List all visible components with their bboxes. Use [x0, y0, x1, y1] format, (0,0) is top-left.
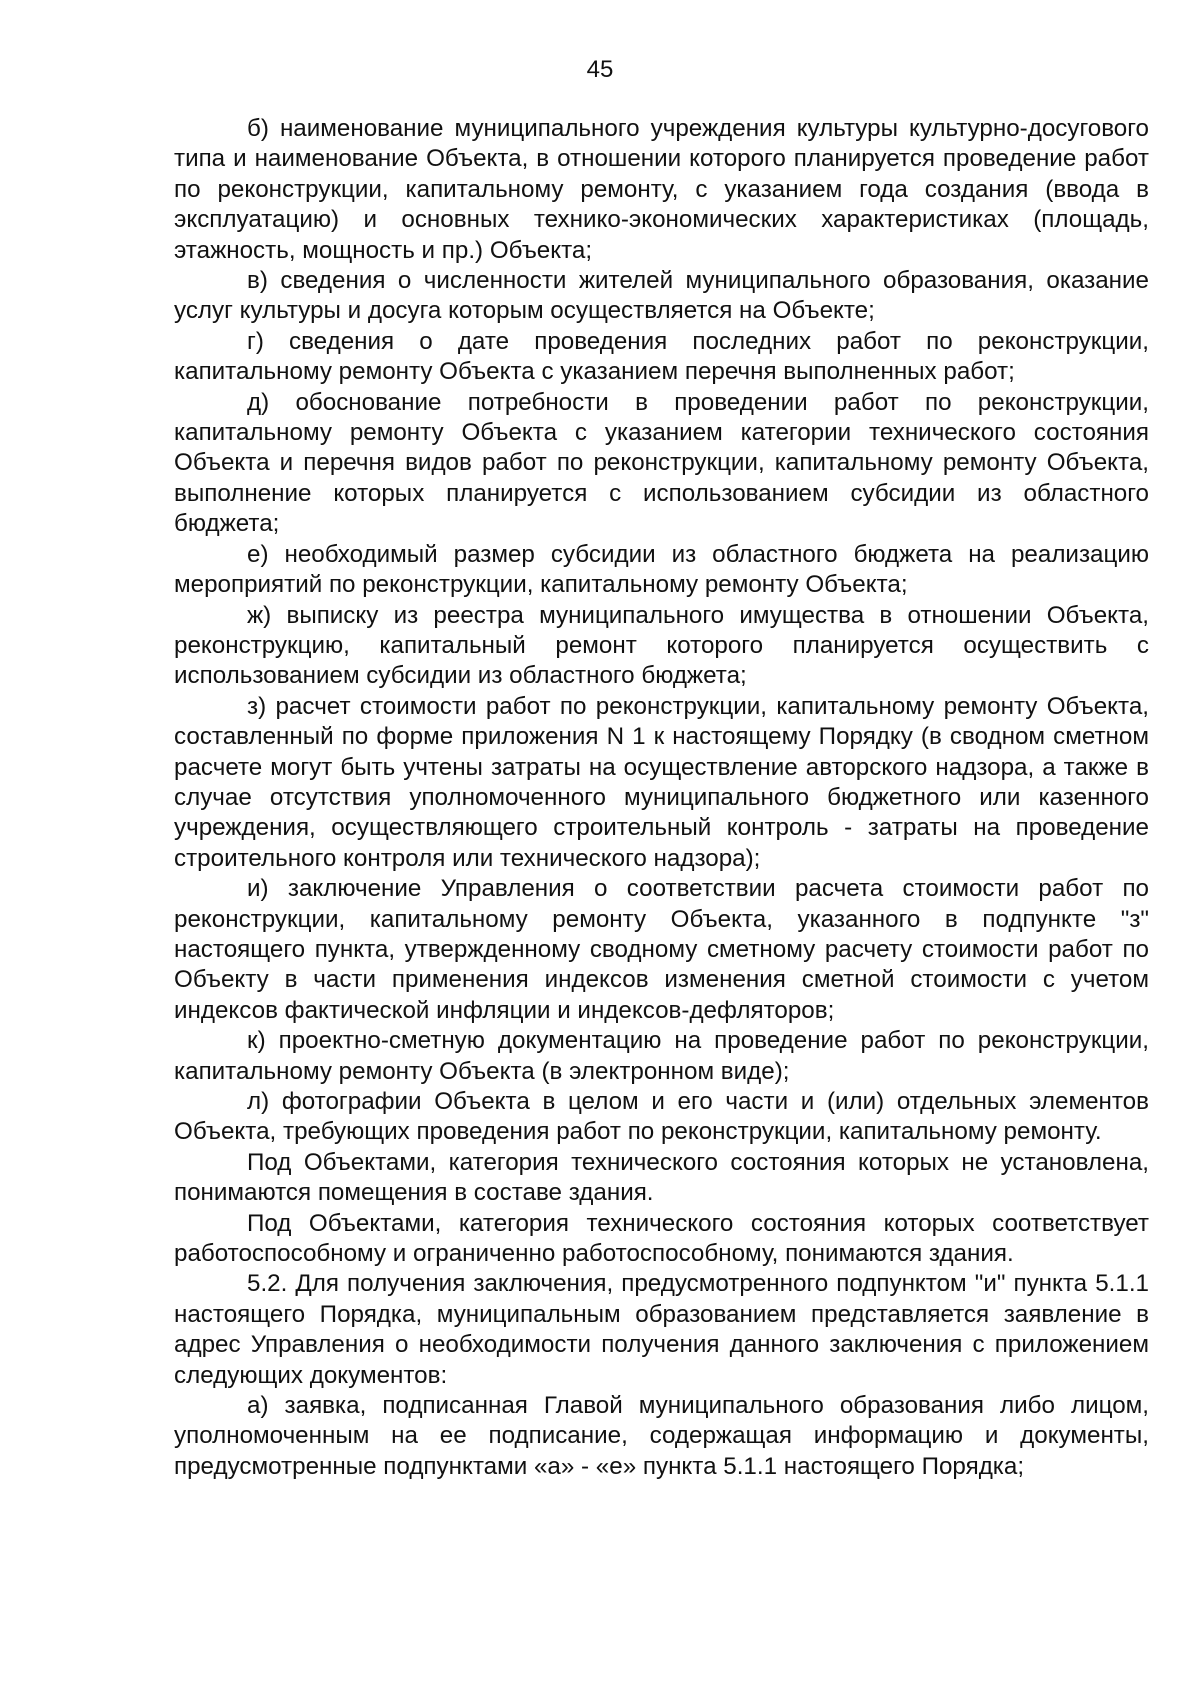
- page-number: 45: [586, 56, 614, 83]
- paragraph-a: а) заявка, подписанная Главой муниципального образования либо лицом, уполномоченным на ее подписание, содержащая информацию и документы, предусмотренные подпунктами «а» - «е» пункта 5.1.1 настоящего Порядка;: [174, 1392, 1149, 1480]
- paragraph-5-2: 5.2. Для получения заключения, предусмотренного подпунктом "и" пункта 5.1.1 настоящего Порядка, муниципальным образованием представляется заявление в адрес Управления о необходимости получения данного заключения с приложением следующих документов:: [174, 1270, 1149, 1389]
- paragraph-b: б) наименование муниципального учреждения культуры культурно-досугового типа и наименование Объекта, в отношении которого планируется проведение работ по реконструкции, капитальному ремонту, с указанием года создания (ввода в эксплуатацию) и основных технико-экономических характеристиках (площадь, этажность, мощность и пр.) Объекта;: [174, 115, 1149, 264]
- paragraph-g: г) сведения о дате проведения последних работ по реконструкции, капитальному ремонту Объекта с указанием перечня выполненных работ;: [174, 327, 1149, 386]
- paragraph-objects-workable-category: Под Объектами, категория технического состояния которых соответствует работоспособному и ограниченно работоспособному, понимаются здания.: [174, 1209, 1149, 1268]
- paragraph-k: к) проектно-сметную документацию на проведение работ по реконструкции, капитальному ремонту Объекта (в электронном виде);: [174, 1027, 1149, 1085]
- document-body: [174, 114, 1149, 1482]
- paragraph-l: л) фотографии Объекта в целом и его части и (или) отдельных элементов Объекта, требующих проведения работ по реконструкции, капитальному ремонту.: [174, 1088, 1149, 1146]
- paragraph-z: з) расчет стоимости работ по реконструкции, капитальному ремонту Объекта, составленный по форме приложения N 1 к настоящему Порядку (в сводном сметном расчете могут быть учтены затраты на осуществление авторского надзора, а также в случае отсутствия уполномоченного муниципального бюджетного или казенного учреждения, осуществляющего строительный контроль - затраты на проведение строительного контроля или технического надзора);: [174, 692, 1149, 872]
- paragraph-objects-unset-category: Под Объектами, категория технического состояния которых не установлена, понимаются помещения в составе здания.: [174, 1148, 1149, 1207]
- paragraph-zh: ж) выписку из реестра муниципального имущества в отношении Объекта, реконструкцию, капитальный ремонт которого планируется осуществить с использованием субсидии из областного бюджета;: [174, 601, 1149, 690]
- paragraph-e: е) необходимый размер субсидии из областного бюджета на реализацию мероприятий по реконструкции, капитальному ремонту Объекта;: [174, 540, 1149, 599]
- paragraph-i: и) заключение Управления о соответствии расчета стоимости работ по реконструкции, капитальному ремонту Объекта, указанного в подпункте "з" настоящего пункта, утвержденному сводному сметному расчету стоимости работ по Объекту в части применения индексов изменения сметной стоимости с учетом индексов фактической инфляции и индексов-дефляторов;: [174, 875, 1149, 1024]
- paragraph-v: в) сведения о численности жителей муниципального образования, оказание услуг культуры и досуга которым осуществляется на Объекте;: [174, 267, 1149, 325]
- paragraph-d: д) обоснование потребности в проведении работ по реконструкции, капитальному ремонту Объекта с указанием категории технического состояния Объекта и перечня видов работ по реконструкции, капитальному ремонту Объекта, выполнение которых планируется с использованием субсидии из областного бюджета;: [174, 388, 1149, 538]
